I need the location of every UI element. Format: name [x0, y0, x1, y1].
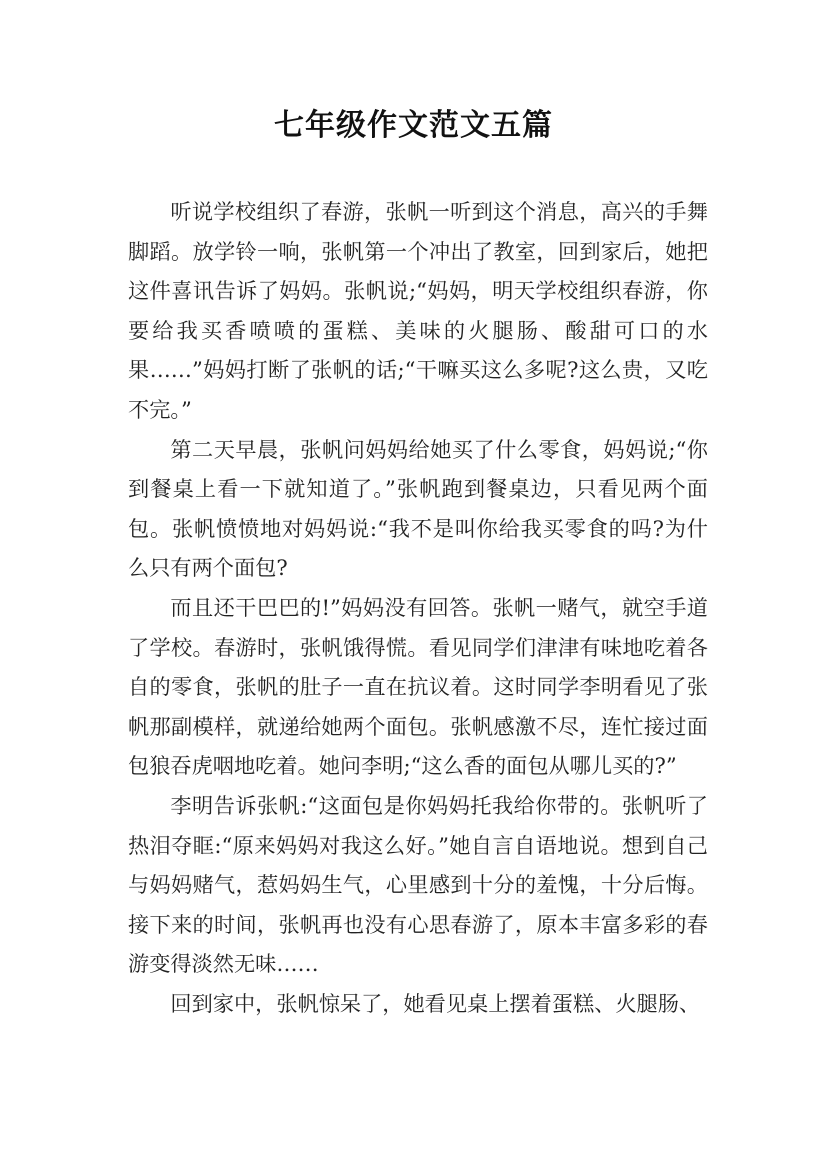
paragraph: 回到家中，张帆惊呆了，她看见桌上摆着蛋糕、火腿肠、: [170, 990, 701, 1016]
paragraph: 第二天早晨，张帆问妈妈给她买了什么零食，妈妈说;“你到餐桌上看一下就知道了。”张帆跑到餐桌边，只看见两个面包。张帆愤愤地对妈妈说:“我不是叫你给我买零食的吗?为什么只有两个面包?: [128, 436, 708, 581]
paragraph: 而且还干巴巴的!”妈妈没有回答。张帆一赌气，就空手道了学校。春游时，张帆饿得慌。看见同学们津津有味地吃着各自的零食，张帆的肚子一直在抗议着。这时同学李明看见了张帆那副模样，就递给她两个面包。张帆感激不尽，连忙接过面包狼吞虎咽地吃着。她问李明;“这么香的面包从哪儿买的?”: [128, 594, 708, 779]
page-title: 七年级作文范文五篇: [274, 108, 553, 143]
paragraph: 听说学校组织了春游，张帆一听到这个消息，高兴的手舞脚蹈。放学铃一响，张帆第一个冲出了教室，回到家后，她把这件喜讯告诉了妈妈。张帆说;“妈妈，明天学校组织春游，你要给我买香喷喷的蛋糕、美味的火腿肠、酸甜可口的水果……”妈妈打断了张帆的话;“干嘛买这么多呢?这么贵，又吃不完。”: [128, 199, 708, 422]
document-body: [128, 192, 708, 1023]
paragraph: 李明告诉张帆:“这面包是你妈妈托我给你带的。张帆听了热泪夺眶:“原来妈妈对我这么好。”她自言自语地说。想到自己与妈妈赌气，惹妈妈生气，心里感到十分的羞愧，十分后悔。接下来的时间，张帆再也没有心思春游了，原本丰富多彩的春游变得淡然无味……: [128, 792, 708, 977]
